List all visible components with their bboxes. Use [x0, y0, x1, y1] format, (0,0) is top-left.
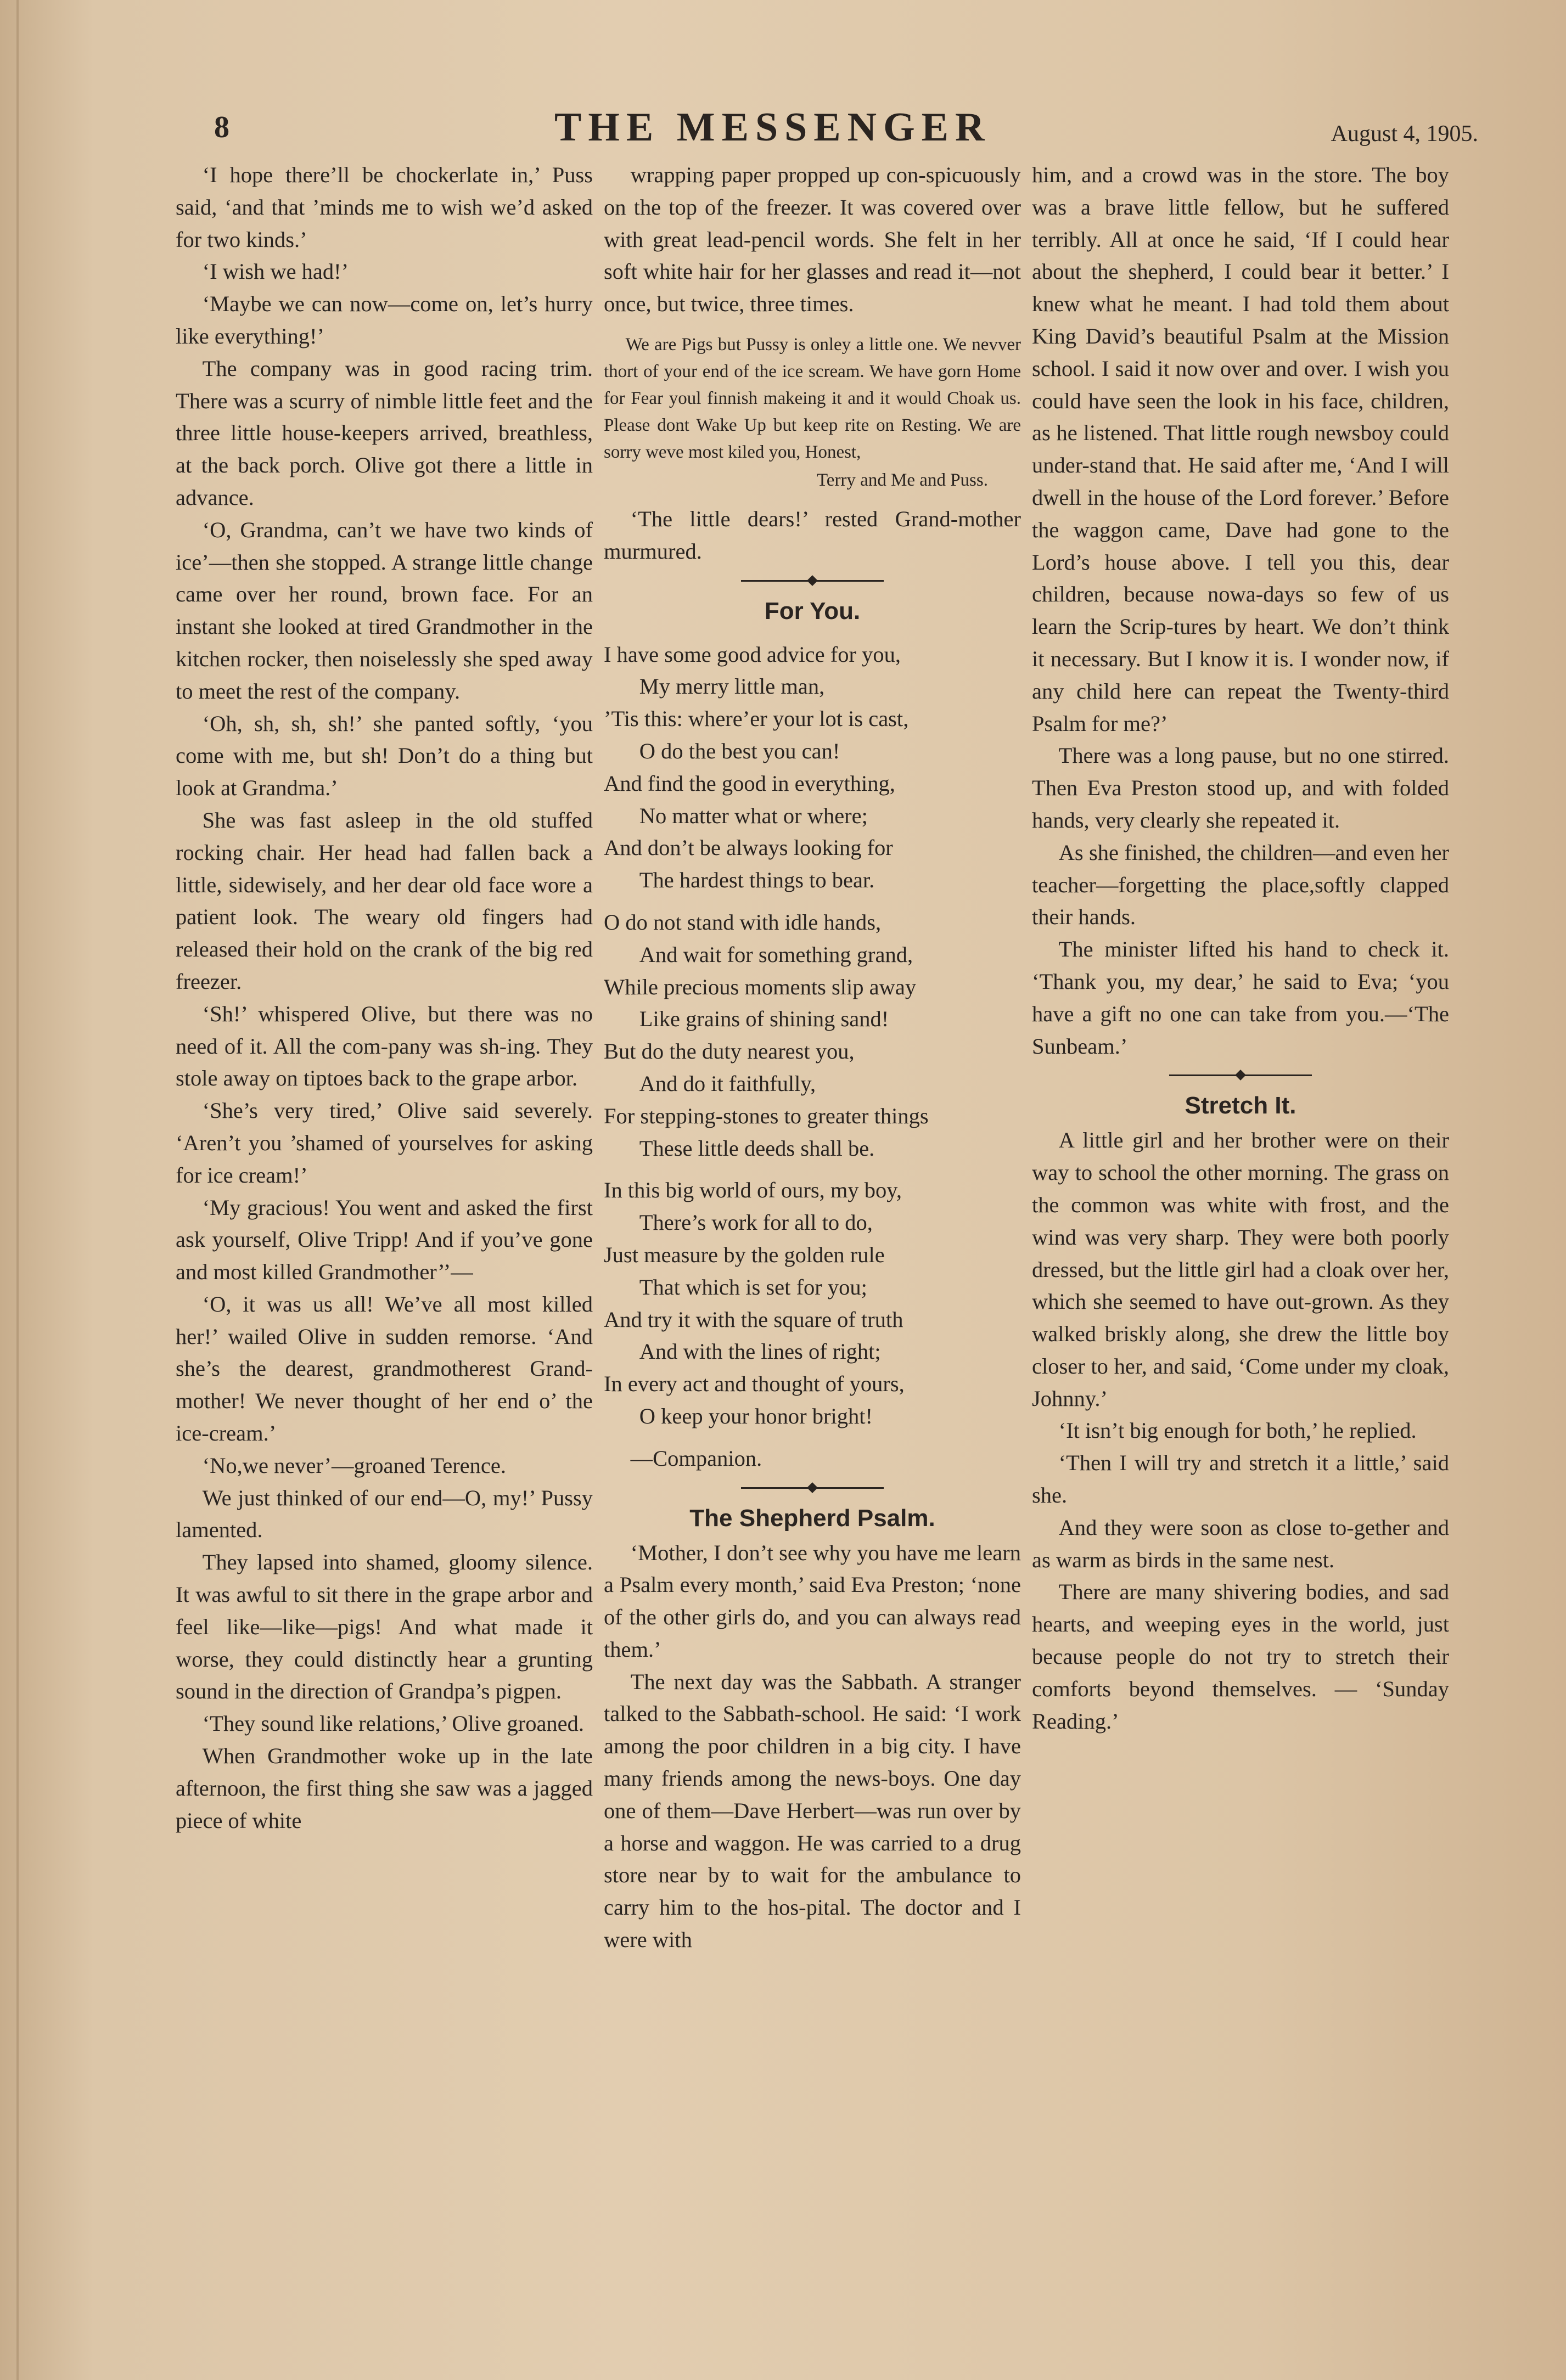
poem-line: While precious moments slip away — [604, 974, 917, 999]
poem-line: In every act and thought of yours, — [604, 1371, 905, 1397]
poem-line: O do the best you can! — [639, 738, 840, 763]
paragraph: ‘They sound like relations,’ Olive groaned. — [202, 1711, 585, 1736]
poem-line: And don’t be always looking for — [604, 835, 893, 860]
paragraph: We just thinked of our end—O, my!’ Pussy lamented. — [176, 1485, 593, 1543]
poem-line: O keep your honor bright! — [639, 1403, 873, 1428]
paragraph: When Grandmother woke up in the late afternoon, the first thing she saw was a jagged piece of white — [176, 1743, 593, 1833]
paragraph: There was a long pause, but no one stirred. Then Eva Preston stood up, and with folded hands, very clearly she repeated it. — [1032, 743, 1449, 832]
paragraph: ‘Oh, sh, sh, sh!’ she panted softly, ‘you come with me, but sh! Don’t do a thing but look at Grandma.’ — [176, 711, 593, 801]
column-3 — [1032, 159, 1449, 1737]
poem-line: The hardest things to bear. — [639, 868, 875, 893]
poem-line: But do the duty nearest you, — [604, 1039, 855, 1064]
paragraph: ‘Maybe we can now—come on, let’s hurry like everything!’ — [176, 291, 593, 348]
paragraph: ‘Mother, I don’t see why you have me learn a Psalm every month,’ said Eva Preston; ‘none of the other girls do, and you can always read them.’ — [604, 1540, 1021, 1662]
page-fold-shadow — [16, 0, 19, 2380]
page-number: 8 — [214, 110, 229, 144]
poem-line: That which is set for you; — [639, 1274, 867, 1299]
poem-line: These little deeds shall be. — [639, 1135, 875, 1161]
poem-line: Just measure by the golden rule — [604, 1242, 885, 1267]
poem-line: No matter what or where; — [639, 803, 868, 828]
poem-title: For You. — [764, 597, 861, 624]
poem-line: ’Tis this: where’er your lot is cast, — [604, 706, 909, 732]
paragraph: There are many shivering bodies, and sad hearts, and weeping eyes in the world, just because people do not try to stretch their comforts beyond themselves. — ‘Sunday Reading.’ — [1032, 1579, 1449, 1734]
column-1 — [176, 159, 593, 1837]
poem-line: And try it with the square of truth — [604, 1307, 903, 1332]
paragraph: As she finished, the children—and even her teacher—forgetting the place,softly clapped their hands. — [1032, 840, 1449, 930]
poem-stanza — [604, 1174, 1021, 1432]
column-2 — [604, 159, 1021, 1956]
paragraph: She was fast asleep in the old stuffed rocking chair. Her head had fallen back a little, sidewisely, and her dear old face wore a patient look. The weary old fingers had released their hold on the crank of the big red freezer. — [176, 807, 593, 994]
poem-line: Like grains of shining sand! — [639, 1006, 889, 1032]
issue-date: August 4, 1905. — [1331, 121, 1478, 147]
note-text: We are Pigs but Pussy is onley a little one. We nevver thort of your end of the ice scream. We have gorn Home for Fear youl finnish makeing it and it would Choak us. Please dont Wake Up but keep rite on Resting. We are sorry weve most kiled you, Honest, — [604, 334, 1021, 462]
paragraph: The next day was the Sabbath. A stranger talked to the Sabbath-school. He said: ‘I work among the poor children in a big city. I have many friends among the news-boys. One day one of them—Dave Herbert—was run over by a horse and waggon. He was carried to a drug store near by to wait for the ambulance to carry him to the hos-pital. The doctor and I were with — [604, 1669, 1021, 1953]
paragraph: And they were soon as close to-gether and as warm as birds in the same nest. — [1032, 1515, 1449, 1572]
poem-line: O do not stand with idle hands, — [604, 909, 882, 935]
poem-line: My merry little man, — [639, 674, 825, 699]
poem-line: There’s work for all to do, — [639, 1210, 873, 1235]
poem-line: And find the good in everything, — [604, 770, 895, 796]
paragraph: ‘It isn’t big enough for both,’ he replied. — [1058, 1418, 1417, 1443]
paragraph: ‘My gracious! You went and asked the first ask yourself, Olive Tripp! And if you’ve gone and most killed Grandmother’’— — [176, 1195, 593, 1285]
section-divider — [1169, 1074, 1312, 1076]
paragraph: ‘The little dears!’ rested Grand-mother murmured. — [604, 506, 1021, 564]
paragraph: ‘Sh!’ whispered Olive, but there was no need of it. All the com-pany was sh-ing. They stole away on tiptoes back to the grape arbor. — [176, 1001, 593, 1091]
children-note — [604, 331, 1021, 494]
poem-line: And do it faithfully, — [639, 1071, 816, 1096]
newspaper-title: THE MESSENGER — [554, 105, 991, 150]
section-divider — [741, 1487, 884, 1489]
note-signature: Terry and Me and Puss. — [816, 470, 988, 490]
paragraph: They lapsed into shamed, gloomy silence. It was awful to sit there in the grape arbor and feel like—like—pigs! And what made it worse, they could distinctly hear a grunting sound in the direction of Grandpa’s pigpen. — [176, 1550, 593, 1704]
poem-stanza — [604, 639, 1021, 897]
paragraph: The minister lifted his hand to check it. ‘Thank you, my dear,’ he said to Eva; ‘you have a gift no one can take from you.—‘The Sunbeam.’ — [1032, 937, 1449, 1059]
poem-line: And with the lines of right; — [639, 1339, 881, 1364]
poem-line: For stepping-stones to greater things — [604, 1103, 929, 1128]
paragraph: ‘I wish we had!’ — [202, 259, 349, 284]
poem-credit: —Companion. — [630, 1445, 762, 1471]
poem-line: I have some good advice for you, — [604, 642, 901, 667]
story-title: Stretch It. — [1185, 1092, 1296, 1119]
paragraph: ‘No,we never’—groaned Terence. — [202, 1453, 506, 1478]
poem-line: In this big world of ours, my boy, — [604, 1178, 902, 1203]
paragraph: ‘O, it was us all! We’ve all most killed her!’ wailed Olive in sudden remorse. ‘And she’s the dearest, grandmotherest Grand-mother! We never thought of her end o’ the ice-cream.’ — [176, 1291, 593, 1446]
paragraph: ‘Then I will try and stretch it a little,’ said she. — [1032, 1450, 1449, 1508]
paragraph: ‘O, Grandma, can’t we have two kinds of ice’—then she stopped. A strange little change came over her round, brown face. For an instant she looked at tired Grandmother in the kitchen rocker, then noiselessly she sped away to meet the rest of the company. — [176, 517, 593, 704]
paragraph: him, and a crowd was in the store. The boy was a brave little fellow, but he suffered terribly. All at once he said, ‘If I could hear about the shepherd, I could bear it better.’ I knew what he meant. I had told them about King David’s beautiful Psalm at the Mission school. I said it now over and over. I wish you could have seen the look in his face, children, as he listened. That little rough newsboy could under-stand that. He said after me, ‘And I will dwell in the house of the Lord forever.’ Before the waggon came, Dave had gone to the Lord’s house above. I tell you this, dear children, because nowa-days so few of us learn the Scrip-tures by heart. We don’t think it necessary. But I know it is. I wonder now, if any child here can repeat the Twenty-third Psalm for me?’ — [1032, 162, 1449, 736]
paragraph: A little girl and her brother were on their way to school the other morning. The grass on the common was white with frost, and the wind was very sharp. They were both poorly dressed, but the little girl had a cloak over her, which she seemed to have out-grown. As they walked briskly along, she drew the little boy closer to her, and said, ‘Come under my cloak, Johnny.’ — [1032, 1128, 1449, 1411]
paragraph: The company was in good racing trim. There was a scurry of nimble little feet and the three little house-keepers arrived, breathless, at the back porch. Olive got there a little in advance. — [176, 356, 593, 510]
paragraph: ‘She’s very tired,’ Olive said severely. ‘Aren’t you ’shamed of yourselves for asking for ice cream!’ — [176, 1098, 593, 1188]
section-divider — [741, 580, 884, 582]
paragraph: wrapping paper propped up con-spicuously on the top of the freezer. It was covered over with great lead-pencil words. She felt in her soft white hair for her glasses and read it—not once, but twice, three times. — [604, 162, 1021, 317]
story-title: The Shepherd Psalm. — [689, 1504, 935, 1532]
poem-stanza — [604, 907, 1021, 1164]
masthead — [214, 104, 1478, 165]
paragraph: ‘I hope there’ll be chockerlate in,’ Puss said, ‘and that ’minds me to wish we’d asked for two kinds.’ — [176, 162, 593, 252]
poem-line: And wait for something grand, — [639, 942, 913, 967]
